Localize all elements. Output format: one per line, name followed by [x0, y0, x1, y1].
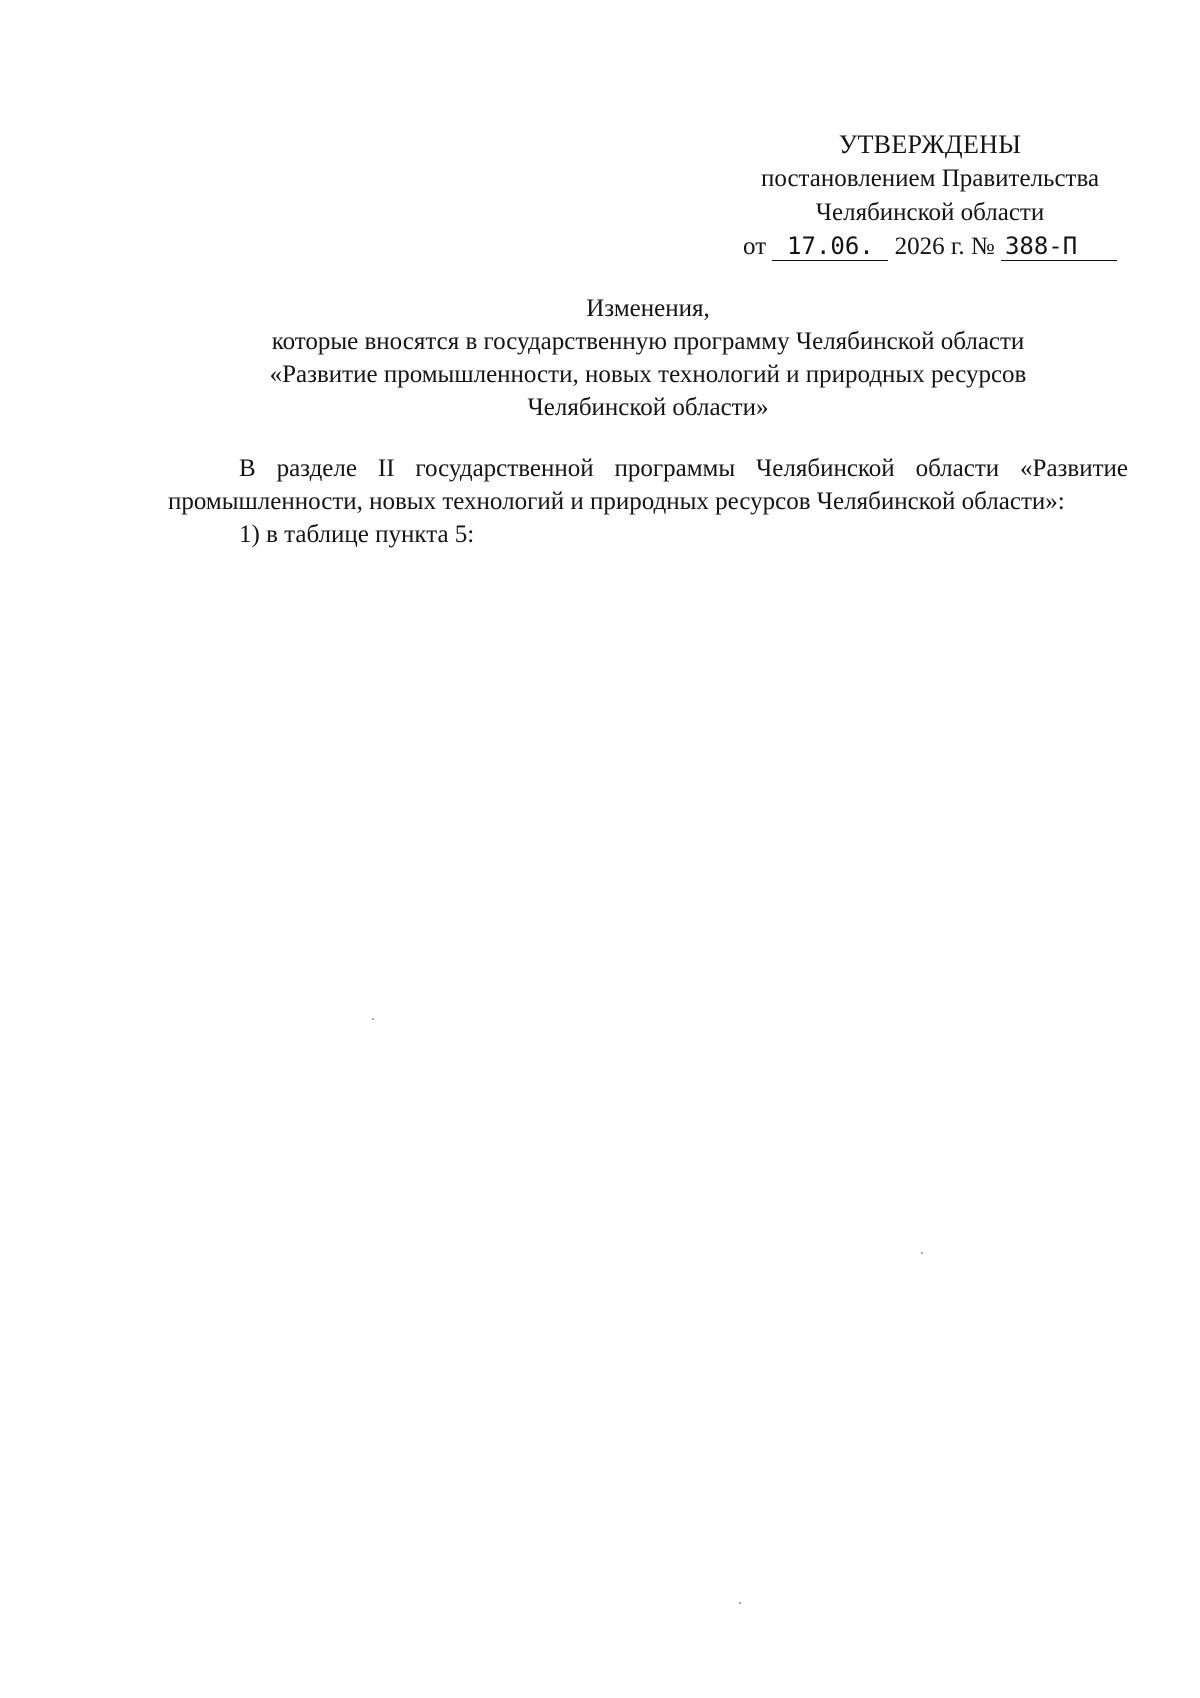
approval-block	[730, 128, 1130, 264]
date-prefix: от	[743, 233, 767, 260]
scan-speck	[372, 1018, 374, 1020]
changes-header	[168, 292, 1128, 424]
changes-subtitle-line-1: которые вносятся в государственную программу Челябинской области	[271, 328, 1025, 355]
approval-line-2: Челябинской области	[815, 199, 1045, 226]
changes-subtitle-line-3: Челябинской области»	[527, 394, 769, 421]
scan-speck	[921, 1252, 923, 1254]
changes-subtitle-line-2: «Развитие промышленности, новых технологий и природных ресурсов	[269, 361, 1027, 388]
year-and-number-label: 2026 г. №	[894, 233, 995, 260]
scan-speck	[739, 1602, 741, 1604]
date-value: 17.06.	[772, 232, 888, 261]
approval-date-line	[730, 230, 1130, 264]
resolution-number: 388-П	[1001, 232, 1117, 261]
approval-title: УТВЕРЖДЕНЫ	[838, 130, 1022, 159]
changes-title: Изменения,	[586, 295, 710, 322]
approval-line-1: постановлением Правительства	[760, 165, 1100, 192]
body-paragraph: В разделе II государственной программы Челябинской области «Развитие промышленности, новых технологий и природных ресурсов Челябинской области»:	[168, 455, 1128, 515]
body-text	[168, 452, 1128, 551]
body-item-1: 1) в таблице пункта 5:	[239, 521, 475, 548]
